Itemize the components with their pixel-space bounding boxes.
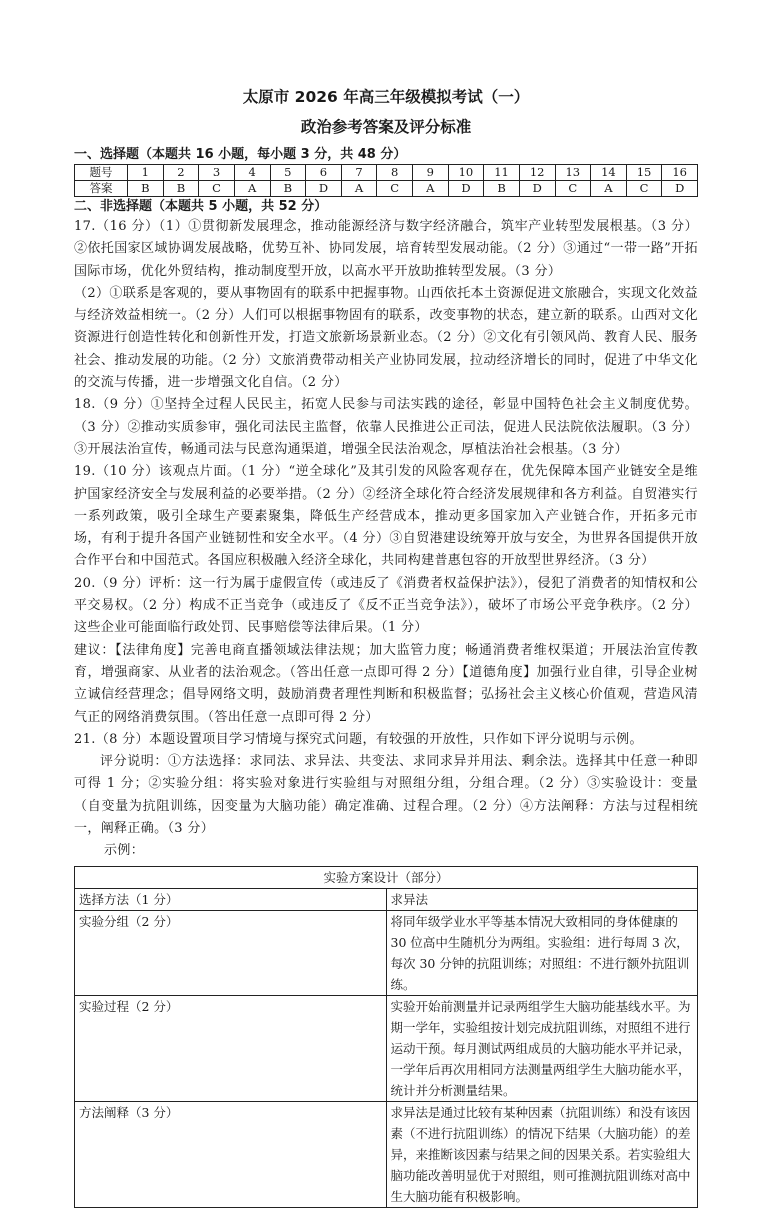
question-number-cell: 14: [591, 165, 627, 181]
question-number-cell: 2: [163, 165, 199, 181]
experiment-design-table: [74, 866, 698, 1208]
row-label-question: 题号: [75, 165, 128, 181]
row-label-answer: 答案: [75, 181, 128, 197]
experiment-table-row: [75, 1101, 698, 1207]
q17-part2: （2）①联系是客观的，要从事物固有的联系中把握事物。山西依托本土资源促进文旅融合，实现文化效益与经济效益相统一。（2 分）人们可以根据事物固有的联系，改变事物的状态，建立新的联系。山西对文化资源进行创造性转化和创新性开发，打造文旅新场景新业态。（2 分）②文化有引领风尚、教育人民、服务社会、推动发展的功能。（2 分）文旅消费带动相关产业协同发展，拉动经济增长的同时，促进了中华文化的交流与传播，进一步增强文化自信。（2 分）: [74, 285, 698, 391]
answer-table: [74, 164, 698, 197]
answer-cell: B: [163, 181, 199, 197]
question-number-cell: 1: [128, 165, 164, 181]
answer-key-page: [74, 82, 698, 1208]
answer-table-answer-row: [75, 181, 698, 197]
question-number-cell: 10: [448, 165, 484, 181]
answer-cell: A: [341, 181, 377, 197]
experiment-row-label: 选择方法（1 分）: [75, 888, 387, 910]
answer-cell: B: [484, 181, 520, 197]
question-number-cell: 15: [626, 165, 662, 181]
answer-cell: D: [519, 181, 555, 197]
section2-heading: 二、非选择题（本题共 5 小题，共 52 分）: [74, 199, 328, 214]
question-number-cell: 11: [484, 165, 520, 181]
page-title: 太原市 2026 年高三年级模拟考试（一）: [242, 88, 530, 106]
question-number-cell: 4: [234, 165, 270, 181]
answer-cell: C: [199, 181, 235, 197]
q21-scoring-notes: 评分说明：①方法选择：求同法、求异法、共变法、求同求异并用法、剩余法。选择其中任意一种即可得 1 分；②实验分组：将实验对象进行实验组与对照组分组，分组合理。（2 分）③实验设计：变量（自变量为抗阻训练，因变量为大脑功能）确定准确、过程合理。（2 分）④方法阐释：方法与过程相统一，阐释正确。（3 分）: [74, 754, 698, 837]
answer-cell: C: [377, 181, 413, 197]
q20-evaluation: 20.（9 分）评析：这一行为属于虚假宣传（或违反了《消费者权益保护法》），侵犯了消费者的知情权和公平交易权。（2 分）构成不正当竞争（或违反了《反不正当竞争法》），破坏了市场公平竞争秩序。（2 分）这些企业可能面临行政处罚、民事赔偿等法律后果。（1 分）: [74, 575, 698, 636]
answer-cell: D: [306, 181, 342, 197]
question-number-cell: 8: [377, 165, 413, 181]
experiment-row-label: 方法阐释（3 分）: [75, 1101, 387, 1207]
question-number-cell: 6: [306, 165, 342, 181]
question-number-cell: 7: [341, 165, 377, 181]
answer-cell: B: [270, 181, 306, 197]
q18-answer: 18.（9 分）①坚持全过程人民民主，拓宽人民参与司法实践的途径，彰显中国特色社会主义制度优势。（3 分）②推动实质参审，强化司法民主监督，依靠人民推进公正司法，促进人民法院依法履职。（3 分）③开展法治宣传，畅通司法与民意沟通渠道，增强全民法治观念，厚植法治社会根基。（3 分）: [74, 397, 698, 457]
experiment-table-caption-row: [75, 866, 698, 888]
answer-cell: A: [234, 181, 270, 197]
experiment-table-row: [75, 995, 698, 1101]
experiment-row-content: 实验开始前测量并记录两组学生大脑功能基线水平。为期一学年，实验组按计划完成抗阻训练，对照组不进行运动干预。每月测试两组成员的大脑功能水平并记录，一学年后再次用相同方法测量两组学生大脑功能水平，统计并分析测量结果。: [386, 995, 698, 1101]
experiment-row-content: 求异法是通过比较有某种因素（抗阻训练）和没有该因素（不进行抗阻训练）的情况下结果（大脑功能）的差异，来推断该因素与结果之间的因果关系。若实验组大脑功能改善明显优于对照组，则可推测抗阻训练对高中生大脑功能有积极影响。: [386, 1101, 698, 1207]
question-number-cell: 13: [555, 165, 591, 181]
q17-part1: 17.（16 分）（1）①贯彻新发展理念，推动能源经济与数字经济融合，筑牢产业转型发展根基。（3 分）②依托国家区域协调发展战略，优势互补、协同发展，培育转型发展动能。（2 分）③通过“一带一路”开拓国际市场，优化外贸结构，推动制度型开放，以高水平开放助推转型发展。（3 分）: [74, 219, 698, 279]
question-number-cell: 9: [413, 165, 449, 181]
answer-cell: B: [128, 181, 164, 197]
q21-intro: 21.（8 分）本题设置项目学习情境与探究式问题，有较强的开放性，只作如下评分说明与示例。: [74, 731, 643, 747]
question-number-cell: 3: [199, 165, 235, 181]
experiment-row-label: 实验过程（2 分）: [75, 995, 387, 1101]
answer-cell: A: [591, 181, 627, 197]
page-subtitle: 政治参考答案及评分标准: [300, 118, 472, 136]
question-number-cell: 12: [519, 165, 555, 181]
experiment-table-row: [75, 888, 698, 910]
answer-cell: D: [448, 181, 484, 197]
answer-cell: D: [662, 181, 698, 197]
answer-cell: A: [413, 181, 449, 197]
question-number-cell: 5: [270, 165, 306, 181]
answer-table-number-row: [75, 165, 698, 181]
answer-cell: C: [555, 181, 591, 197]
question-number-cell: 16: [662, 165, 698, 181]
sample-label: 示例：: [104, 843, 145, 859]
experiment-row-label: 实验分组（2 分）: [75, 910, 387, 995]
q19-answer: 19.（10 分）该观点片面。（1 分）“逆全球化”及其引发的风险客观存在，优先保障本国产业链安全是维护国家经济安全与发展利益的必要举措。（2 分）②经济全球化符合经济发展规律和各方利益。自贸港实行一系列政策，吸引全球生产要素聚集，降低生产经营成本，推动更多国家加入产业链合作，开拓多元市场，有利于提升各国产业链韧性和安全水平。（4 分）③自贸港建设统筹开放与安全，为世界各国提供开放合作平台和中国范式。各国应积极融入经济全球化，共同构建普惠包容的开放型世界经济。（3 分）: [74, 464, 698, 569]
experiment-table-caption: 实验方案设计（部分）: [75, 866, 698, 888]
experiment-row-content: 将同年级学业水平等基本情况大致相同的身体健康的 30 位高中生随机分为两组。实验组：进行每周 3 次，每次 30 分钟的抗阻训练；对照组：不进行额外抗阻训练。: [386, 910, 698, 995]
experiment-row-content: 求异法: [386, 888, 698, 910]
section1-heading: 一、选择题（本题共 16 小题，每小题 3 分，共 48 分）: [74, 147, 407, 162]
q20-suggestions: 建议：【法律角度】完善电商直播领域法律法规；加大监管力度；畅通消费者维权渠道；开展法治宣传教育，增强商家、从业者的法治观念。（答出任意一点即可得 2 分）【道德角度】加强行业自律，引导企业树立诚信经营理念；倡导网络文明，鼓励消费者理性判断和积极监督；弘扬社会主义核心价值观，营造风清气正的网络消费氛围。（答出任意一点即可得 2 分）: [74, 642, 698, 725]
answer-cell: C: [626, 181, 662, 197]
experiment-table-row: [75, 910, 698, 995]
